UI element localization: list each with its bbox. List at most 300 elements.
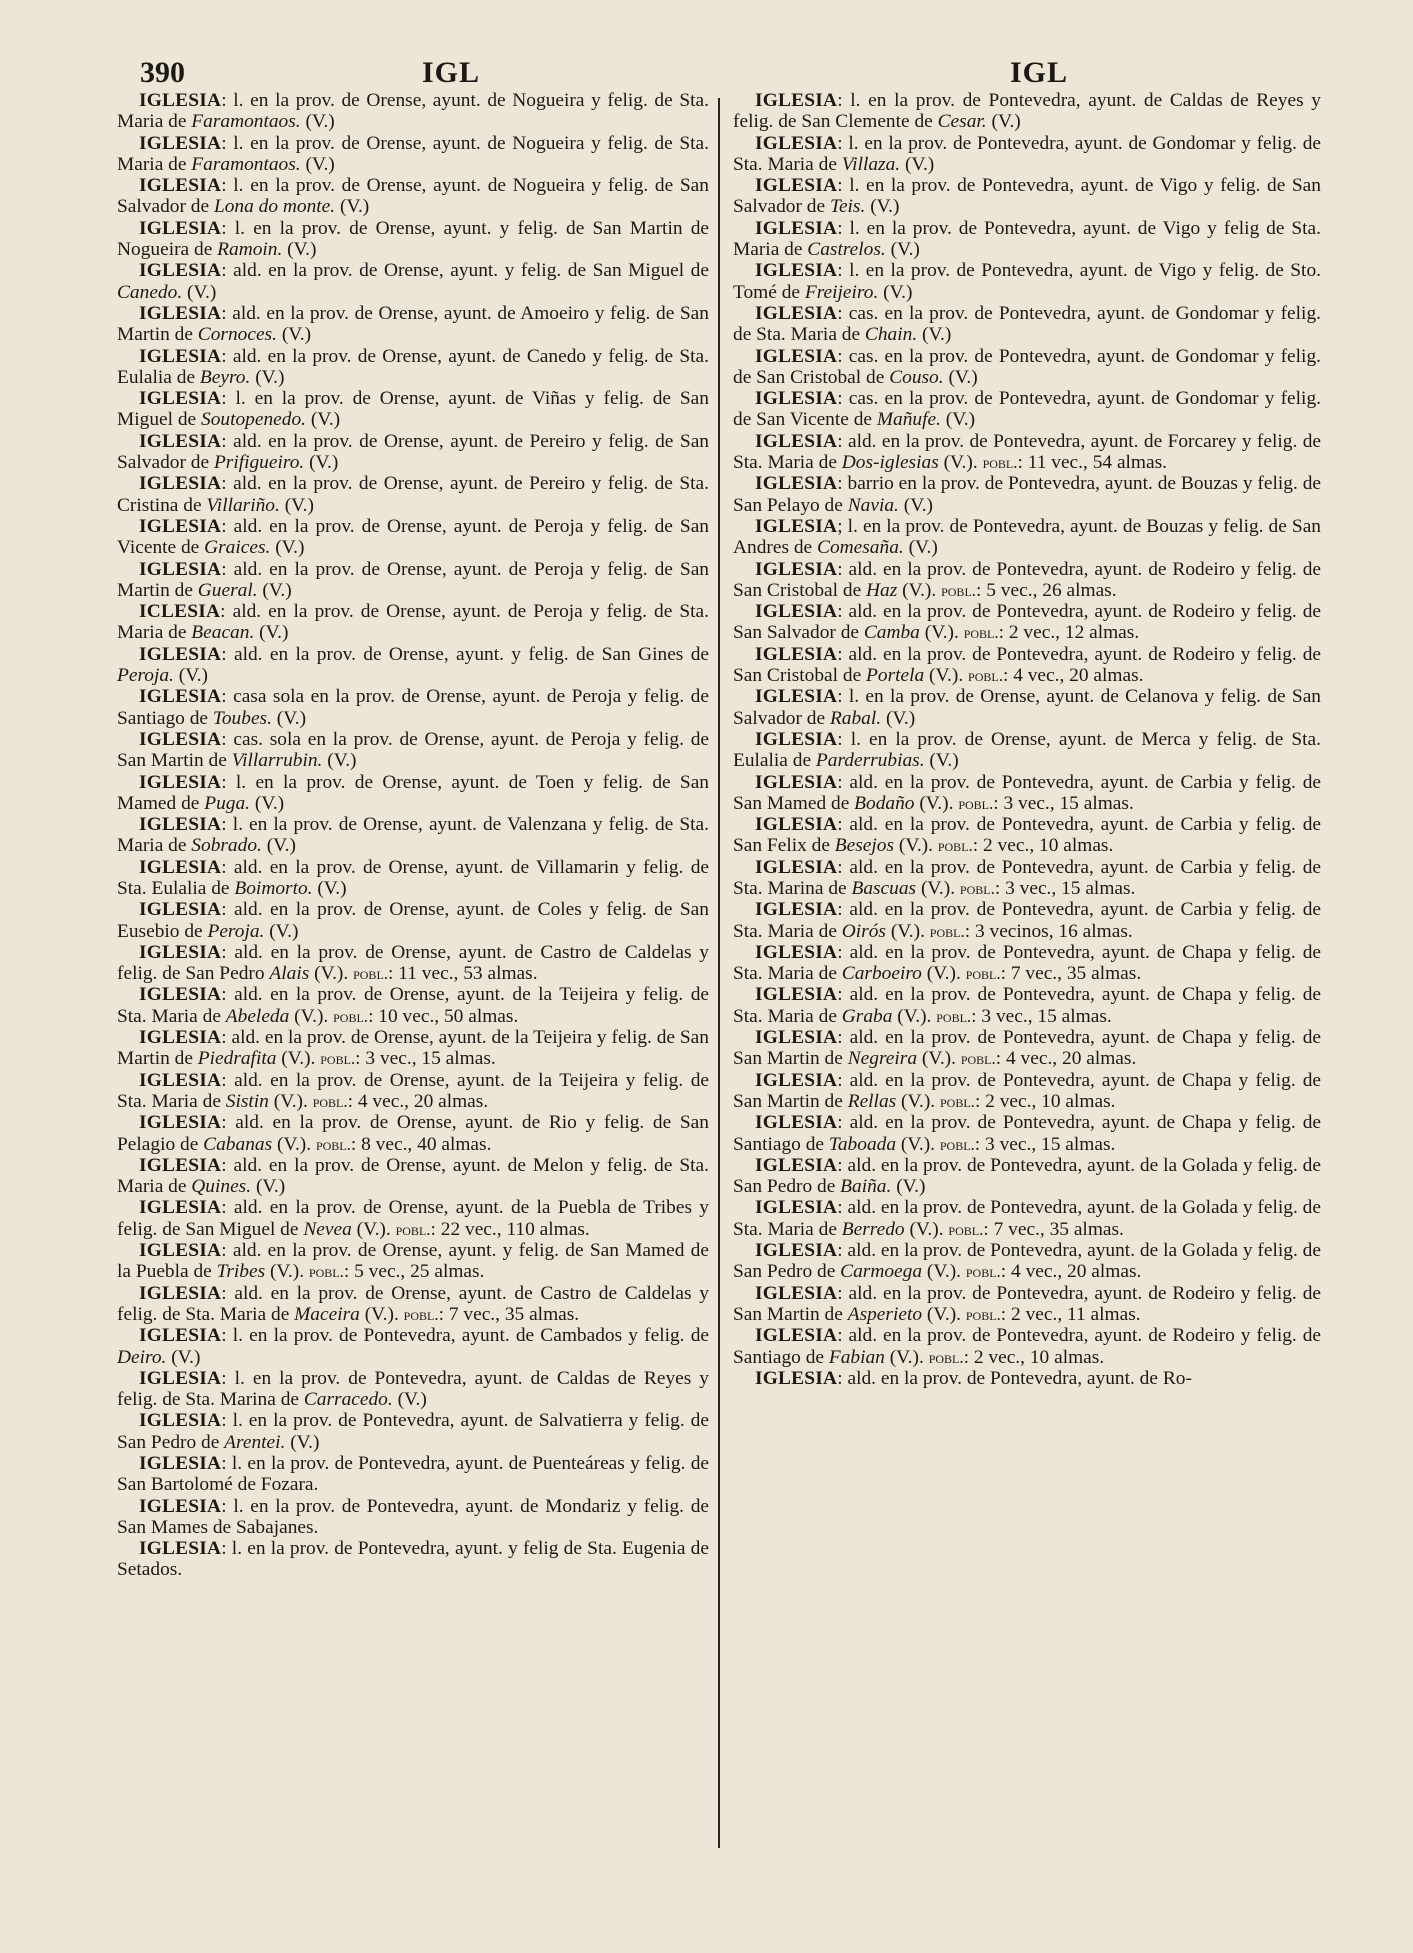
entry-reference: (V.).: [289, 1005, 334, 1027]
entry-population: : 4 vec., 20 almas.: [995, 1048, 1137, 1070]
entry-headword: IGLESIA: [755, 1325, 838, 1347]
dictionary-entry: [733, 260, 1321, 303]
entry-text: : ald. en la prov. de Pontevedra, ayunt. de Rodeiro y felig. de San Cristobal de: [733, 558, 1321, 601]
dictionary-entry: [117, 814, 709, 857]
entry-population: : 3 vecinos, 16 almas.: [964, 920, 1133, 942]
entry-text: : ald. en la prov. de Pontevedra, ayunt. de Carbia y felig. de Sta. Marina de: [733, 856, 1321, 899]
entry-headword: IGLESIA: [139, 1240, 222, 1262]
entry-population-label: pobl.: [320, 1049, 356, 1069]
entry-place-name: Parderrubias.: [815, 750, 925, 772]
entry-reference: (V.).: [924, 665, 969, 687]
entry-population: : 10 vec., 50 almas.: [368, 1005, 519, 1027]
entry-reference: (V.).: [309, 963, 354, 985]
entry-headword: IGLESIA: [139, 302, 222, 324]
entry-place-name: Prifigueiro.: [213, 452, 305, 474]
entry-population-label: pobl.: [968, 666, 1003, 686]
entry-text: : ald. en la prov. de Orense, ayunt. de Villamarin y felig. de Sta. Eulalia de: [117, 856, 709, 899]
dictionary-entry: [117, 1112, 709, 1155]
entry-headword: IGLESIA: [139, 643, 222, 665]
entry-place-name: Haz: [866, 579, 898, 601]
entry-text: : ald. en la prov. de Orense, ayunt. y felig. de San Miguel de: [221, 260, 709, 282]
entry-text: : l. en la prov. de Pontevedra, ayunt. de Mondariz y felig. de San Mames de Sabajanes.: [117, 1495, 709, 1538]
dictionary-entry: [733, 1368, 1321, 1389]
entry-headword: IGLESIA: [139, 1069, 222, 1091]
dictionary-entry: [117, 559, 709, 602]
dictionary-entry: [117, 473, 709, 516]
entry-reference: (V.): [182, 281, 217, 303]
dictionary-entry: [117, 1453, 709, 1496]
entry-text: : ald. en la prov. de Pontevedra, ayunt. de Rodeiro y felig. de Santiago de: [733, 1325, 1321, 1368]
entry-headword: IGLESIA: [139, 1410, 222, 1432]
entry-population: : 5 vec., 25 almas.: [343, 1261, 485, 1283]
entry-headword: IGLESIA: [139, 1367, 222, 1389]
entry-text: : cas. sola en la prov. de Orense, ayunt. de Peroja y felig. de San Martin de: [117, 728, 709, 772]
entry-population-label: pobl.: [937, 836, 973, 856]
entry-reference: (V.).: [914, 792, 959, 814]
dictionary-entry: [117, 1197, 709, 1240]
entry-reference: (V.).: [359, 1303, 404, 1325]
entry-headword: IGLESIA: [139, 856, 222, 878]
entry-population: : 2 vec., 12 almas.: [998, 622, 1140, 644]
entry-text: : ald. en la prov. de Orense, ayunt. de la Teijeira y felig. de Sta. Maria de: [117, 984, 709, 1027]
left-column: [117, 90, 709, 1581]
entry-place-name: Villaza.: [841, 153, 901, 175]
entry-text: : casa sola en la prov. de Orense, ayunt. de Peroja y felig. de Santiago de: [117, 686, 709, 729]
entry-headword: IGLESIA: [139, 430, 222, 452]
dictionary-entry: [733, 1112, 1321, 1155]
dictionary-entry: [117, 388, 709, 431]
entry-place-name: Villariño.: [206, 494, 280, 516]
entry-reference: (V.): [250, 366, 285, 388]
entry-text: : l. en la prov. de Orense, ayunt. de Valenzana y felig. de Sta. Maria de: [117, 814, 709, 857]
entry-text: : l. en la prov. de Orense, ayunt. de Viñas y felig. de San Miguel de: [117, 388, 709, 431]
entry-reference: (V.).: [897, 579, 942, 601]
entry-text: : ald. en la prov. de Pontevedra, ayunt. de Chapa y felig. de Sta. Maria de: [733, 941, 1321, 985]
entry-population-label: pobl.: [959, 878, 995, 898]
entry-population: : 4 vec., 20 almas.: [1000, 1261, 1142, 1283]
dictionary-entry: [733, 133, 1321, 176]
entry-population: : 3 vec., 15 almas.: [974, 1133, 1116, 1155]
dictionary-entry: [733, 942, 1321, 985]
entry-text: : ald. en la prov. de Orense, ayunt. y felig. de San Gines de: [221, 643, 709, 665]
entry-text: : ald. en la prov. de Orense, ayunt. de Canedo y felig. de Sta. Eulalia de: [117, 345, 709, 388]
entry-text: : ald. en la prov. de Orense, ayunt. de Pereiro y felig. de San Salvador de: [117, 430, 709, 474]
running-head-left: IGL: [422, 56, 481, 89]
entry-reference: (V.).: [892, 1005, 937, 1027]
entry-text: : ald. en la prov. de Pontevedra, ayunt. de Chapa y felig. de Santiago de: [733, 1112, 1321, 1155]
entry-place-name: Baiña.: [840, 1176, 892, 1198]
dictionary-entry: [733, 772, 1321, 815]
dictionary-entry: [117, 1496, 709, 1539]
entry-place-name: Alais: [269, 963, 310, 985]
entry-text: : ald. en la prov. de Pontevedra, ayunt. de la Golada y felig. de Sta. Maria de: [733, 1197, 1321, 1240]
entry-text: : ald. en la prov. de Orense, ayunt. de Coles y felig. de San Eusebio de: [117, 899, 709, 942]
entry-reference: (V.): [306, 409, 341, 431]
entry-place-name: Navia.: [847, 494, 899, 516]
entry-population-label: pobl.: [948, 1219, 984, 1239]
dictionary-entry: [117, 729, 709, 772]
entry-population-label: pobl.: [312, 1091, 348, 1111]
entry-headword: IGLESIA: [139, 984, 222, 1006]
entry-text: : l. en la prov. de Pontevedra, ayunt. de Salvatierra y felig. de San Pedro de: [117, 1410, 709, 1453]
dictionary-entry: [117, 303, 709, 346]
entry-reference: (V.): [282, 239, 317, 261]
entry-reference: (V.): [173, 665, 209, 687]
entry-place-name: Rellas: [847, 1090, 897, 1112]
entry-headword: IGLESIA: [755, 686, 838, 708]
entry-reference: (V.): [300, 153, 335, 175]
entry-place-name: Maceira: [294, 1303, 360, 1325]
entry-population-label: pobl.: [936, 1006, 972, 1026]
entry-population-label: pobl.: [308, 1262, 344, 1282]
dictionary-entry: [117, 218, 709, 261]
dictionary-entry: [733, 1325, 1321, 1368]
entry-reference: (V.): [891, 1176, 926, 1198]
entry-text: : l. en la prov. de Orense, ayunt. y felig. de San Martin de Nogueira de: [117, 217, 709, 261]
entry-headword: IGLESIA: [755, 899, 838, 921]
entry-population-label: pobl.: [941, 580, 977, 600]
entry-text: : ald. en la prov. de Pontevedra, ayunt. de la Golada y felig. de San Pedro de: [733, 1240, 1321, 1283]
entry-headword: IGLESIA: [139, 686, 222, 708]
entry-place-name: Cabanas: [203, 1133, 273, 1155]
entry-reference: (V.): [392, 1389, 427, 1411]
entry-reference: (V.).: [919, 622, 964, 644]
dictionary-entry: [117, 1283, 709, 1326]
dictionary-entry: [117, 1070, 709, 1113]
entry-reference: (V.).: [916, 877, 960, 899]
dictionary-entry: [117, 90, 709, 133]
entry-population: : 5 vec., 26 almas.: [976, 579, 1117, 601]
running-head-right: IGL: [1010, 56, 1069, 89]
entry-population: : 3 vec., 15 almas.: [993, 792, 1134, 814]
dictionary-entry: [117, 516, 709, 559]
entry-reference: (V.).: [885, 920, 930, 942]
entry-reference: (V.): [924, 750, 959, 772]
dictionary-entry: [733, 601, 1321, 644]
entry-population: : 2 vec., 10 almas.: [972, 835, 1114, 857]
entry-population: : 2 vec., 10 almas.: [963, 1346, 1105, 1368]
dictionary-entry: [733, 1155, 1321, 1198]
entry-place-name: Toubes.: [212, 707, 272, 729]
entry-headword: IGLESIA: [755, 771, 838, 793]
entry-text: : ald. en la prov. de Pontevedra, ayunt. de Carbia y felig. de Sta. Maria de: [733, 899, 1321, 942]
entry-headword: IGLESIA: [139, 1325, 222, 1347]
entry-text: : ald. en la prov. de Pontevedra, ayunt. de Rodeiro y felig. de San Martin de: [733, 1282, 1321, 1325]
entry-headword: IGLESIA: [139, 132, 222, 154]
entry-reference: (V.): [881, 707, 916, 729]
dictionary-entry: [117, 772, 709, 815]
entry-reference: (V.): [986, 111, 1021, 133]
dictionary-entry: [733, 1070, 1321, 1113]
entry-place-name: Faramontaos.: [191, 111, 301, 133]
entry-text: : ald. en la prov. de Pontevedra, ayunt. de Forcarey y felig. de Sta. Maria de: [733, 430, 1321, 474]
dictionary-entry: [117, 1027, 709, 1070]
entry-place-name: Rabal.: [829, 707, 882, 729]
entry-text: : ald. en la prov. de Orense, ayunt. de Melon y felig. de Sta. Maria de: [117, 1154, 709, 1198]
entry-place-name: Villarrubin.: [231, 750, 323, 772]
entry-text: : cas. en la prov. de Pontevedra, ayunt. de Gondomar y felig. de San Cristobal de: [733, 345, 1321, 388]
entry-headword: IGLESIA: [755, 856, 838, 878]
entry-place-name: Teis.: [829, 196, 866, 218]
entry-text: : l. en la prov. de Orense, ayunt. de Nogueira y felig. de Sta. Maria de: [117, 90, 709, 133]
entry-place-name: Tribes: [216, 1261, 266, 1283]
entry-headword: IGLESIA: [755, 175, 838, 197]
entry-headword: IGLESIA: [139, 771, 222, 793]
column-rule: [718, 98, 720, 1848]
dictionary-entry: [733, 516, 1321, 559]
entry-text: : ald. en la prov. de Orense, ayunt. de Peroja y felig. de San Martin de: [117, 558, 709, 601]
entry-population: : 3 vec., 15 almas.: [994, 877, 1136, 899]
entry-headword: IGLESIA: [139, 388, 222, 410]
entry-place-name: Quines.: [191, 1176, 252, 1198]
entry-text: : ald. en la prov. de Orense, ayunt. de Amoeiro y felig. de San Martin de: [117, 302, 709, 346]
dictionary-entry: [117, 175, 709, 218]
entry-headword: IGLESIA: [755, 728, 838, 750]
dictionary-entry: [733, 303, 1321, 346]
entry-place-name: Oirós: [841, 920, 886, 942]
entry-reference: (V.): [251, 1176, 286, 1198]
entry-text: : l. en la prov. de Pontevedra, ayunt. de Puenteáreas y felig. de San Bartolomé de Fozara.: [117, 1453, 709, 1496]
entry-headword: IGLESIA: [755, 984, 838, 1006]
entry-headword: IGLESIA: [755, 1027, 838, 1049]
entry-text: : l. en la prov. de Pontevedra, ayunt. de Gondomar y felig. de Sta. Maria de: [733, 132, 1321, 175]
entry-headword: IGLESIA: [755, 430, 838, 452]
entry-text: : ald. en la prov. de Pontevedra, ayunt. de Chapa y felig. de Sta. Maria de: [733, 984, 1321, 1027]
entry-place-name: Portela: [866, 665, 925, 687]
entry-place-name: Sistin: [225, 1090, 269, 1112]
entry-population-label: pobl.: [395, 1219, 431, 1239]
entry-place-name: Couso.: [889, 366, 944, 388]
entry-text: : ald. en la prov. de Pontevedra, ayunt. de Carbia y felig. de San Mamed de: [733, 771, 1321, 814]
dictionary-entry: [733, 559, 1321, 602]
entry-place-name: Mañufe.: [876, 409, 941, 431]
entry-population-label: pobl.: [940, 1091, 975, 1111]
dictionary-entry: [117, 1155, 709, 1198]
entry-headword: IGLESIA: [755, 1069, 838, 1091]
entry-headword: IGLESIA: [755, 941, 838, 963]
dictionary-entry: [733, 1283, 1321, 1326]
entry-place-name: Bodaño: [854, 792, 915, 814]
entry-place-name: Negreira: [847, 1048, 918, 1070]
entry-text: : ald. en la prov. de Orense, ayunt. de Castro de Caldelas y felig. de Sta. Maria de: [117, 1282, 709, 1325]
dictionary-entry: [117, 346, 709, 389]
dictionary-entry: [733, 175, 1321, 218]
dictionary-entry: [733, 899, 1321, 942]
entry-population: : 4 vec., 20 almas.: [347, 1090, 489, 1112]
entry-text: : l. en la prov. de Pontevedra, ayunt. de Vigo y felig. de San Salvador de: [733, 175, 1321, 218]
dictionary-entry: [117, 1325, 709, 1368]
entry-reference: (V.).: [351, 1218, 396, 1240]
entry-reference: (V.): [271, 707, 307, 729]
entry-population: : 11 vec., 54 almas.: [1017, 452, 1168, 474]
dictionary-entry: [117, 133, 709, 176]
entry-text: : l. en la prov. de Orense, ayunt. de Nogueira y felig. de San Salvador de: [117, 175, 709, 218]
entry-place-name: Carmoega: [840, 1261, 923, 1283]
dictionary-entry: [117, 260, 709, 303]
entry-headword: IGLESIA: [139, 90, 222, 111]
entry-text: : ald. en la prov. de Orense, ayunt. de Rio y felig. de San Pelagio de: [117, 1112, 709, 1155]
entry-reference: (V.): [300, 111, 335, 133]
entry-place-name: Freijeiro.: [804, 281, 879, 303]
entry-reference: (V.): [270, 537, 305, 559]
entry-reference: (V.): [900, 153, 935, 175]
entry-text: : l. en la prov. de Pontevedra, ayunt. y felig de Sta. Eugenia de Setados.: [117, 1538, 709, 1581]
entry-population: : 4 vec., 20 almas.: [1002, 665, 1144, 687]
entry-reference: (V.): [865, 196, 900, 218]
entry-text: : barrio en la prov. de Pontevedra, ayunt. de Bouzas y felig. de San Pelayo de: [733, 473, 1321, 516]
entry-reference: (V.): [322, 750, 357, 772]
entry-reference: (V.).: [938, 452, 983, 474]
entry-text: : l. en la prov. de Orense, ayunt. de Toen y felig. de San Mamed de: [117, 771, 709, 814]
entry-reference: (V.): [257, 579, 292, 601]
entry-text: : ald. en la prov. de Orense, ayunt. de Peroja y felig. de Sta. Maria de: [117, 601, 709, 644]
dictionary-entry: [733, 1197, 1321, 1240]
entry-reference: (V.): [264, 920, 299, 942]
dictionary-entry: [117, 644, 709, 687]
entry-headword: IGLESIA: [755, 643, 838, 665]
entry-place-name: Berredo: [841, 1218, 905, 1240]
entry-population-label: pobl.: [403, 1304, 439, 1324]
entry-population-label: pobl.: [353, 964, 389, 984]
entry-headword: IGLESIA: [755, 1112, 838, 1134]
entry-reference: (V.).: [922, 1303, 966, 1325]
entry-population: : 22 vec., 110 almas.: [430, 1218, 590, 1240]
entry-population: : 7 vec., 35 almas.: [983, 1218, 1124, 1240]
entry-population-label: pobl.: [965, 1304, 1001, 1324]
entry-reference: (V.).: [896, 1133, 940, 1155]
entry-headword: IGLESIA: [755, 90, 838, 111]
entry-text: : ald. en la prov. de Orense, ayunt. de Pereiro y felig. de Sta. Cristina de: [117, 473, 709, 516]
entry-population: : 11 vec., 53 almas.: [388, 963, 538, 985]
entry-population-label: pobl.: [929, 921, 965, 941]
entry-population-label: pobl.: [939, 1134, 975, 1154]
dictionary-entry: [733, 431, 1321, 474]
entry-headword: IGLESIA: [755, 302, 838, 324]
dictionary-entry: [733, 729, 1321, 772]
dictionary-entry: [733, 857, 1321, 900]
entry-headword: IGLESIA: [755, 345, 838, 367]
entry-headword: IGLESIA: [755, 1240, 838, 1262]
entry-population-label: pobl.: [928, 1347, 964, 1367]
dictionary-entry: [733, 686, 1321, 729]
entry-reference: (V.): [312, 877, 347, 899]
entry-place-name: Peroja.: [117, 665, 174, 687]
entry-headword: IGLESIA: [139, 728, 222, 750]
dictionary-entry: [117, 686, 709, 729]
entry-reference: (V.).: [276, 1048, 321, 1070]
entry-text: : l. en la prov. de Orense, ayunt. de Merca y felig. de Sta. Eulalia de: [733, 728, 1321, 772]
entry-text: : l. en la prov. de Pontevedra, ayunt. de Cambados y felig. de: [221, 1325, 709, 1347]
entry-reference: (V.).: [904, 1218, 949, 1240]
entry-reference: (V.).: [896, 1090, 940, 1112]
entry-text: : ald. en la prov. de Pontevedra, ayunt. de Chapa y felig. de San Martin de: [733, 1027, 1321, 1070]
entry-place-name: Canedo.: [117, 281, 183, 303]
dictionary-entry: [733, 346, 1321, 389]
entry-reference: (V.).: [917, 1048, 961, 1070]
dictionary-entry: [117, 601, 709, 644]
entry-headword: ICLESIA: [139, 601, 221, 623]
entry-text: : cas. en la prov. de Pontevedra, ayunt. de Gondomar y felig. de San Vicente de: [733, 388, 1321, 431]
entry-text: : ald. en la prov. de Pontevedra, ayunt. de Rodeiro y felig. de San Salvador de: [733, 601, 1321, 644]
entry-headword: IGLESIA: [139, 515, 222, 537]
entry-text: : l. en la prov. de Orense, ayunt. de Nogueira y felig. de Sta. Maria de: [117, 132, 709, 175]
dictionary-entry: [733, 814, 1321, 857]
entry-reference: (V.): [250, 792, 285, 814]
entry-text: : ald. en la prov. de Pontevedra, ayunt. de Carbia y felig. de San Felix de: [733, 814, 1321, 857]
entry-population-label: pobl.: [965, 1262, 1001, 1282]
entry-text: : ald. en la prov. de Pontevedra, ayunt. de Chapa y felig. de San Martin de: [733, 1069, 1321, 1112]
entry-place-name: Ramoin.: [217, 239, 283, 261]
dictionary-entry: [733, 218, 1321, 261]
entry-text: : ald. en la prov. de Pontevedra, ayunt. de Ro-: [837, 1367, 1192, 1389]
entry-text: : l. en la prov. de Pontevedra, ayunt. de Vigo y felig de Sta. Maria de: [733, 217, 1321, 261]
entry-place-name: Comesaña.: [817, 537, 904, 559]
entry-reference: (V.): [254, 622, 289, 644]
entry-headword: IGLESIA: [755, 1197, 838, 1219]
entry-headword: IGLESIA: [139, 1538, 222, 1560]
entry-text: : ald. en la prov. de Orense, ayunt. de la Teijeira y felig. de San Martin de: [117, 1027, 709, 1070]
entry-place-name: Camba: [863, 622, 920, 644]
entry-headword: IGLESIA: [139, 1154, 222, 1176]
entry-population-label: pobl.: [965, 964, 1001, 984]
dictionary-entry: [117, 857, 709, 900]
entry-population-label: pobl.: [958, 793, 994, 813]
entry-place-name: Puga.: [204, 792, 251, 814]
entry-population-label: pobl.: [315, 1134, 351, 1154]
entry-reference: (V.).: [884, 1346, 929, 1368]
entry-reference: (V.): [940, 409, 976, 431]
dictionary-entry: [117, 984, 709, 1027]
entry-place-name: Graba: [841, 1005, 893, 1027]
entry-text: : l. en la prov. de Pontevedra, ayunt. de Caldas de Reyes y felig. de Sta. Marina de: [117, 1367, 709, 1411]
dictionary-entry: [117, 1240, 709, 1283]
entry-headword: IGLESIA: [755, 558, 838, 580]
entry-reference: (V.): [903, 537, 938, 559]
entry-place-name: Bascuas: [851, 877, 917, 899]
dictionary-entry: [733, 388, 1321, 431]
entry-headword: IGLESIA: [139, 1112, 222, 1134]
entry-text: : ald. en la prov. de Orense, ayunt. de la Teijeira y felig. de Sta. Maria de: [117, 1069, 709, 1112]
entry-headword: IGLESIA: [755, 1367, 838, 1389]
entry-place-name: Dos-iglesias: [841, 452, 939, 474]
entry-headword: IGLESIA: [755, 132, 838, 154]
entry-place-name: Beyro.: [199, 366, 251, 388]
entry-headword: IGLESIA: [755, 473, 838, 495]
dictionary-entry: [733, 984, 1321, 1027]
dictionary-entry: [117, 899, 709, 942]
right-column: [733, 90, 1321, 1389]
entry-reference: (V.): [276, 324, 312, 346]
entry-headword: IGLESIA: [755, 515, 838, 537]
entry-reference: (V.): [279, 494, 314, 516]
bottom-margin: [0, 1853, 1413, 1953]
entry-text: : ald. en la prov. de Orense, ayunt. de Castro de Caldelas y felig. de San Pedro: [117, 941, 709, 985]
entry-text: ; l. en la prov. de Pontevedra, ayunt. de Bouzas y felig. de San Andres de: [733, 515, 1321, 559]
entry-place-name: Faramontaos.: [191, 153, 301, 175]
entry-reference: (V.).: [921, 963, 966, 985]
entry-place-name: Arentei.: [224, 1431, 286, 1453]
entry-place-name: Boimorto.: [234, 877, 313, 899]
entry-reference: (V.): [261, 835, 296, 857]
entry-population-label: pobl.: [963, 623, 999, 643]
entry-reference: (V.).: [265, 1261, 309, 1283]
entry-population: : 7 vec., 35 almas.: [1000, 963, 1142, 985]
entry-place-name: Nevea: [303, 1218, 352, 1240]
entry-text: : ald. en la prov. de Orense, ayunt. de la Puebla de Tribes y felig. de San Miguel de: [117, 1197, 709, 1240]
entry-reference: (V.).: [894, 835, 938, 857]
entry-headword: IGLESIA: [755, 1282, 838, 1304]
entry-place-name: Piedrafita: [197, 1048, 277, 1070]
